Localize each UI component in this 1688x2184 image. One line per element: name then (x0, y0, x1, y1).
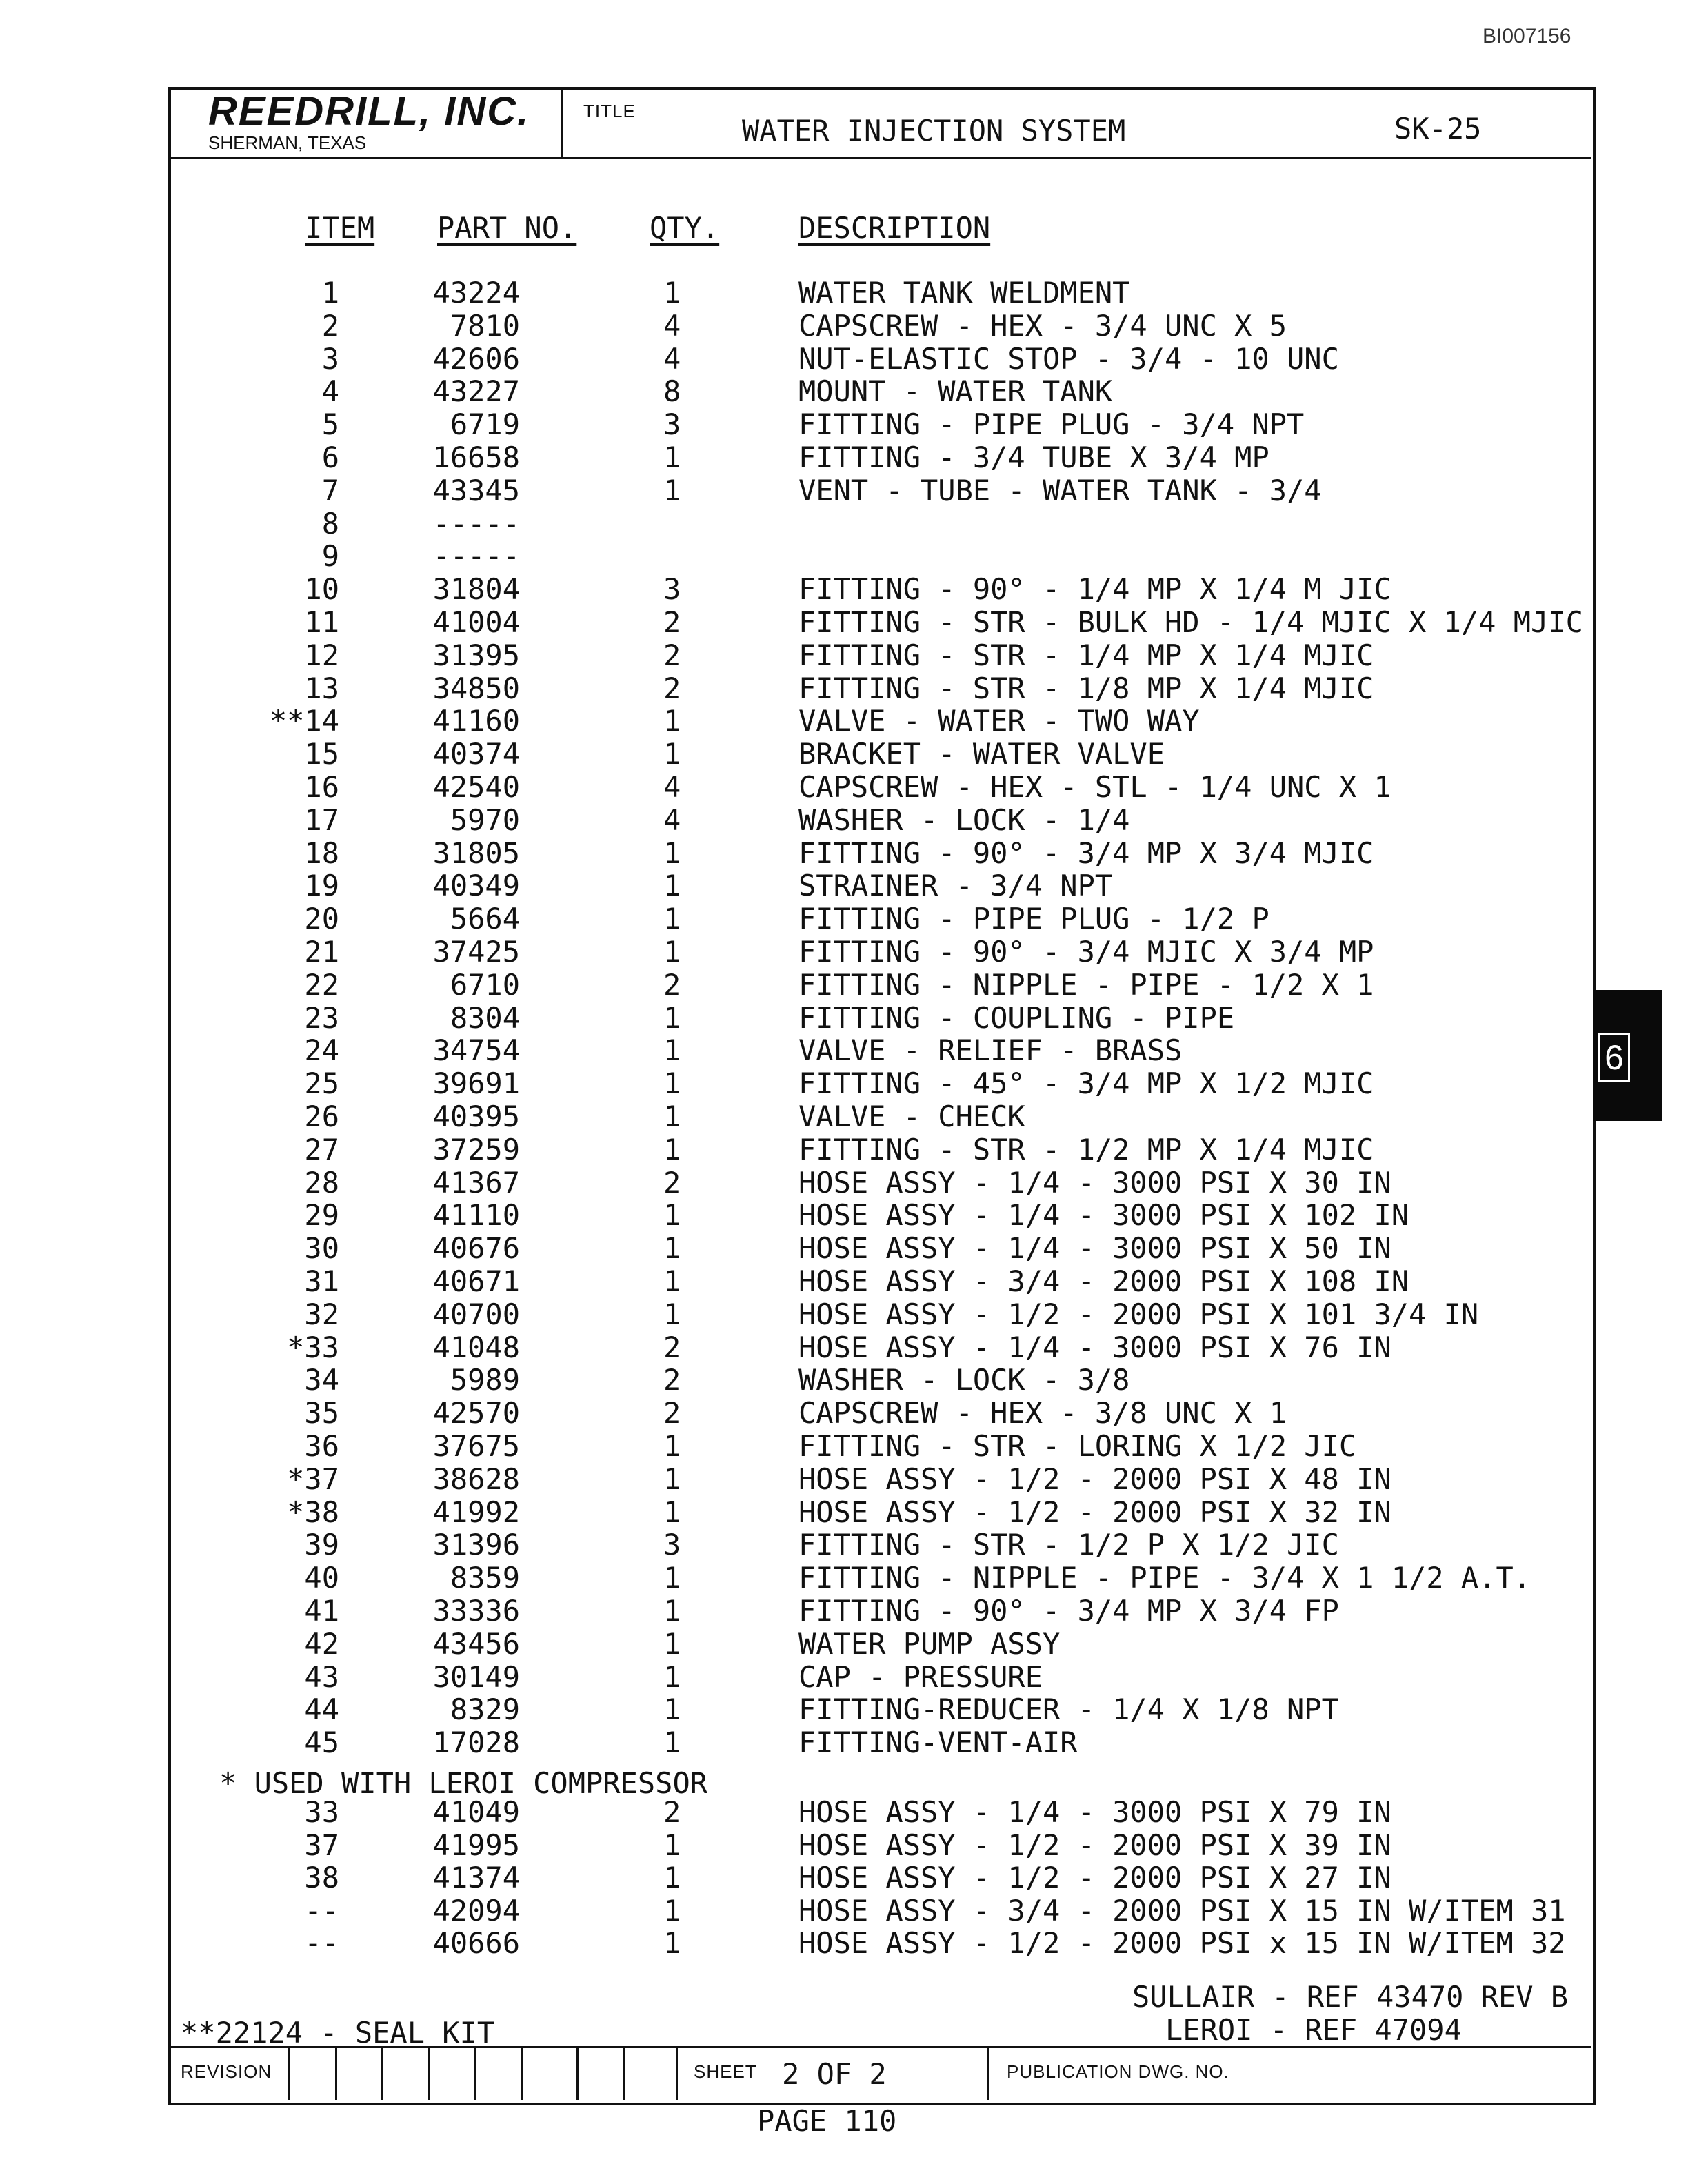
description-cell: HOSE ASSY - 1/4 - 3000 PSI X 76 IN (798, 1330, 1391, 1364)
item-cell: 35 (304, 1396, 339, 1430)
qty-cell: 1 (663, 1100, 681, 1133)
item-cell: 19 (304, 869, 339, 903)
sheet-cell-border (676, 2046, 678, 2100)
description-cell: FITTING - PIPE PLUG - 1/2 P (798, 902, 1269, 936)
qty-cell: 1 (663, 1132, 681, 1166)
table-row (0, 1133, 1688, 1166)
qty-cell: 1 (663, 836, 681, 870)
item-cell: 33 (304, 1795, 339, 1829)
description-cell: HOSE ASSY - 1/2 - 2000 PSI x 15 IN W/ITEM 32 (798, 1926, 1566, 1960)
qty-cell: 1 (663, 1828, 681, 1862)
item-cell: 11 (304, 605, 339, 639)
document-id: BI007156 (1483, 25, 1571, 48)
part-no-cell: 30149 (432, 1659, 520, 1694)
description-cell: FITTING - STR - LORING X 1/2 JIC (798, 1429, 1357, 1463)
item-cell: 13 (304, 671, 339, 705)
revision-label: REVISION (181, 2061, 272, 2082)
table-row (0, 638, 1688, 671)
description-cell: FITTING - 3/4 TUBE X 3/4 MP (798, 441, 1269, 474)
table-row (0, 1795, 1688, 1828)
qty-cell: 1 (663, 1561, 681, 1595)
qty-cell: 4 (663, 341, 681, 376)
qty-cell: 1 (663, 1861, 681, 1894)
qty-cell: 4 (663, 770, 681, 804)
part-no-cell: 41374 (432, 1861, 520, 1894)
part-no-cell: 31804 (432, 572, 520, 607)
item-cell: 31 (304, 1264, 339, 1298)
qty-cell: 2 (663, 1330, 681, 1364)
item-cell: 23 (304, 1000, 339, 1035)
table-row (0, 902, 1688, 935)
item-cell: 21 (304, 935, 339, 969)
revision-cell (576, 2046, 579, 2100)
item-cell: 17 (304, 802, 339, 837)
part-no-cell: 40676 (432, 1231, 520, 1266)
item-cell: -- (304, 1926, 339, 1960)
part-no-cell: 8329 (450, 1692, 520, 1727)
description-cell: WASHER - LOCK - 1/4 (798, 802, 1130, 837)
table-row (0, 309, 1688, 342)
part-no-cell: 40395 (432, 1100, 520, 1133)
part-no-cell: 43227 (432, 374, 520, 409)
header-description: DESCRIPTION (798, 211, 991, 245)
description-cell: FITTING - 90° - 1/4 MP X 1/4 M JIC (798, 572, 1391, 607)
description-cell: FITTING - NIPPLE - PIPE - 3/4 X 1 1/2 A.T. (798, 1561, 1531, 1595)
part-no-cell: 42606 (432, 341, 520, 376)
item-cell: **14 (269, 704, 339, 738)
item-cell: 22 (304, 967, 339, 1002)
part-no-cell: 40700 (432, 1297, 520, 1331)
description-cell: CAP - PRESSURE (798, 1659, 1043, 1694)
part-no-cell: 34850 (432, 671, 520, 705)
item-cell: 8 (321, 506, 339, 540)
table-row (0, 1198, 1688, 1231)
part-no-cell: 7810 (450, 308, 520, 343)
table-row (0, 770, 1688, 803)
item-cell: 12 (304, 638, 339, 672)
part-no-cell: 16658 (432, 441, 520, 474)
table-row (0, 1066, 1688, 1100)
table-row (0, 507, 1688, 540)
title-block-separator (561, 88, 563, 157)
item-cell: 32 (304, 1297, 339, 1331)
table-row (0, 1495, 1688, 1528)
revision-cell (288, 2046, 290, 2100)
item-cell: 9 (321, 539, 339, 574)
item-cell: 2 (321, 308, 339, 343)
table-row (0, 1726, 1688, 1759)
qty-cell: 1 (663, 1264, 681, 1298)
sheet-value: 2 OF 2 (782, 2057, 887, 2091)
description-cell: HOSE ASSY - 1/2 - 2000 PSI X 32 IN (798, 1495, 1391, 1529)
table-row (0, 1828, 1688, 1861)
description-cell: WATER PUMP ASSY (798, 1626, 1061, 1661)
qty-cell: 3 (663, 1528, 681, 1562)
description-cell: FITTING - COUPLING - PIPE (798, 1000, 1235, 1035)
table-row (0, 1528, 1688, 1561)
qty-cell: 4 (663, 308, 681, 343)
part-no-cell: 39691 (432, 1066, 520, 1101)
part-no-cell: 41048 (432, 1330, 520, 1364)
item-cell: 40 (304, 1561, 339, 1595)
item-cell: 5 (321, 407, 339, 442)
description-cell: HOSE ASSY - 1/4 - 3000 PSI X 30 IN (798, 1165, 1391, 1200)
revision-cell (381, 2046, 383, 2100)
part-no-cell: 5989 (450, 1363, 520, 1397)
description-cell: STRAINER - 3/4 NPT (798, 869, 1113, 903)
part-no-cell: ----- (432, 506, 520, 540)
table-row (0, 1363, 1688, 1396)
description-cell: FITTING-VENT-AIR (798, 1726, 1078, 1760)
qty-cell: 3 (663, 572, 681, 607)
table-row (0, 1926, 1688, 1959)
description-cell: HOSE ASSY - 1/4 - 3000 PSI X 102 IN (798, 1198, 1409, 1233)
part-no-cell: 41110 (432, 1198, 520, 1233)
description-cell: HOSE ASSY - 1/2 - 2000 PSI X 39 IN (798, 1828, 1391, 1862)
part-no-cell: 31395 (432, 638, 520, 672)
part-no-cell: 40349 (432, 869, 520, 903)
table-row (0, 441, 1688, 474)
qty-cell: 2 (663, 671, 681, 705)
revision-cell (623, 2046, 625, 2100)
qty-cell: 2 (663, 1795, 681, 1829)
qty-cell: 1 (663, 1066, 681, 1101)
item-cell: 6 (321, 441, 339, 474)
item-cell: 7 (321, 473, 339, 507)
table-row (0, 1001, 1688, 1034)
sheet-code: SK-25 (1394, 112, 1482, 145)
description-cell: FITTING - STR - 1/4 MP X 1/4 MJIC (798, 638, 1374, 672)
qty-cell: 8 (663, 374, 681, 409)
table-row (0, 605, 1688, 638)
part-no-cell: 6719 (450, 407, 520, 442)
description-cell: FITTING-REDUCER - 1/4 X 1/8 NPT (798, 1692, 1339, 1727)
qty-cell: 1 (663, 1495, 681, 1529)
item-cell: *37 (287, 1462, 339, 1496)
description-cell: HOSE ASSY - 1/2 - 2000 PSI X 48 IN (798, 1462, 1391, 1496)
description-cell: FITTING - STR - 1/8 MP X 1/4 MJIC (798, 671, 1374, 705)
description-cell: HOSE ASSY - 1/2 - 2000 PSI X 27 IN (798, 1861, 1391, 1894)
qty-cell: 1 (663, 441, 681, 474)
description-cell: VALVE - WATER - TWO WAY (798, 704, 1200, 738)
description-cell: BRACKET - WATER VALVE (798, 737, 1165, 771)
qty-cell: 1 (663, 1000, 681, 1035)
revision-cell (521, 2046, 523, 2100)
description-cell: HOSE ASSY - 1/4 - 3000 PSI X 50 IN (798, 1231, 1391, 1266)
item-cell: 45 (304, 1726, 339, 1760)
qty-cell: 2 (663, 967, 681, 1002)
qty-cell: 1 (663, 737, 681, 771)
part-no-cell: 41004 (432, 605, 520, 639)
part-no-cell: 42570 (432, 1396, 520, 1430)
part-no-cell: 41992 (432, 1495, 520, 1529)
qty-cell: 2 (663, 1363, 681, 1397)
header-qty: QTY. (650, 211, 720, 245)
item-cell: 39 (304, 1528, 339, 1562)
part-no-cell: 41995 (432, 1828, 520, 1862)
description-cell: NUT-ELASTIC STOP - 3/4 - 10 UNC (798, 341, 1339, 376)
description-cell: FITTING - STR - 1/2 P X 1/2 JIC (798, 1528, 1339, 1562)
publication-cell-border (987, 2046, 989, 2100)
table-row (0, 803, 1688, 836)
table-row (0, 1231, 1688, 1264)
item-cell: *33 (287, 1330, 339, 1364)
description-cell: WATER TANK WELDMENT (798, 276, 1130, 310)
page-number: PAGE 110 (757, 2104, 897, 2138)
sheet-label: SHEET (694, 2061, 757, 2082)
table-row (0, 1660, 1688, 1693)
description-cell: VENT - TUBE - WATER TANK - 3/4 (798, 473, 1322, 507)
table-row (0, 1429, 1688, 1462)
part-no-cell: 8359 (450, 1561, 520, 1595)
description-cell: FITTING - PIPE PLUG - 3/4 NPT (798, 407, 1305, 442)
description-cell: HOSE ASSY - 3/4 - 2000 PSI X 15 IN W/ITEM 31 (798, 1893, 1566, 1928)
header-part-no: PART NO. (437, 211, 577, 245)
item-cell: 27 (304, 1132, 339, 1166)
qty-cell: 2 (663, 605, 681, 639)
qty-cell: 1 (663, 1429, 681, 1463)
qty-cell: 1 (663, 1692, 681, 1727)
description-cell: FITTING - STR - 1/2 MP X 1/4 MJIC (798, 1132, 1374, 1166)
part-no-cell: 5664 (450, 902, 520, 936)
item-cell: *38 (287, 1495, 339, 1529)
section-tab-number: 6 (1598, 1033, 1630, 1082)
publication-label: PUBLICATION DWG. NO. (1007, 2061, 1229, 2082)
table-row (0, 1396, 1688, 1429)
qty-cell: 4 (663, 802, 681, 837)
table-row (0, 407, 1688, 441)
part-no-cell: 41160 (432, 704, 520, 738)
part-no-cell: 6710 (450, 967, 520, 1002)
qty-cell: 1 (663, 1594, 681, 1628)
item-cell: 38 (304, 1861, 339, 1894)
company-location: SHERMAN, TEXAS (208, 132, 367, 153)
part-no-cell: 43345 (432, 473, 520, 507)
sullair-reference: SULLAIR - REF 43470 REV B (1132, 1980, 1569, 2014)
item-cell: 10 (304, 572, 339, 607)
title-block-divider (168, 157, 1591, 159)
item-cell: 41 (304, 1594, 339, 1628)
part-no-cell: 37425 (432, 935, 520, 969)
drawing-title: WATER INJECTION SYSTEM (742, 114, 1126, 148)
table-row (0, 1033, 1688, 1066)
description-cell: FITTING - 45° - 3/4 MP X 1/2 MJIC (798, 1066, 1374, 1101)
item-cell: 24 (304, 1033, 339, 1068)
description-cell: MOUNT - WATER TANK (798, 374, 1113, 409)
qty-cell: 1 (663, 1659, 681, 1694)
company-name: REEDRILL, INC. (208, 89, 530, 134)
qty-cell: 1 (663, 1231, 681, 1266)
item-cell: 37 (304, 1828, 339, 1862)
part-no-cell: 42094 (432, 1893, 520, 1928)
table-row (0, 671, 1688, 705)
item-cell: 1 (321, 276, 339, 310)
item-cell: 15 (304, 737, 339, 771)
qty-cell: 1 (663, 1893, 681, 1928)
qty-cell: 2 (663, 1396, 681, 1430)
item-cell: 20 (304, 902, 339, 936)
part-no-cell: 33336 (432, 1594, 520, 1628)
table-row (0, 1627, 1688, 1660)
table-row (0, 1462, 1688, 1495)
item-cell: 26 (304, 1100, 339, 1133)
table-row (0, 1297, 1688, 1331)
part-no-cell: 38628 (432, 1462, 520, 1496)
item-cell: 4 (321, 374, 339, 409)
description-cell: HOSE ASSY - 1/4 - 3000 PSI X 79 IN (798, 1795, 1391, 1829)
table-row (0, 968, 1688, 1001)
part-no-cell: 41049 (432, 1795, 520, 1829)
part-no-cell: 41367 (432, 1165, 520, 1200)
qty-cell: 3 (663, 407, 681, 442)
part-no-cell: ----- (432, 539, 520, 574)
part-no-cell: 40374 (432, 737, 520, 771)
revision-cell (335, 2046, 337, 2100)
item-cell: 36 (304, 1429, 339, 1463)
description-cell: VALVE - CHECK (798, 1100, 1025, 1133)
table-row (0, 1861, 1688, 1894)
part-no-cell: 37259 (432, 1132, 520, 1166)
revision-cell (474, 2046, 476, 2100)
item-cell: 16 (304, 770, 339, 804)
description-cell: FITTING - STR - BULK HD - 1/4 MJIC X 1/4 MJIC (798, 605, 1583, 639)
qty-cell: 1 (663, 473, 681, 507)
item-cell: -- (304, 1893, 339, 1928)
table-row (0, 1100, 1688, 1133)
description-cell: FITTING - NIPPLE - PIPE - 1/2 X 1 (798, 967, 1374, 1002)
table-row (0, 539, 1688, 572)
table-row (0, 1166, 1688, 1199)
table-row (0, 935, 1688, 968)
item-cell: 18 (304, 836, 339, 870)
part-no-cell: 31396 (432, 1528, 520, 1562)
part-no-cell: 40666 (432, 1926, 520, 1960)
table-row (0, 1264, 1688, 1297)
header-item: ITEM (305, 211, 375, 245)
part-no-cell: 43456 (432, 1626, 520, 1661)
table-row (0, 1331, 1688, 1364)
qty-cell: 1 (663, 1297, 681, 1331)
part-no-cell: 34754 (432, 1033, 520, 1068)
item-cell: 3 (321, 341, 339, 376)
title-label: TITLE (583, 101, 636, 121)
item-cell: 25 (304, 1066, 339, 1101)
table-row (0, 1561, 1688, 1594)
seal-kit-note: **22124 - SEAL KIT (181, 2016, 495, 2050)
table-row (0, 1594, 1688, 1627)
qty-cell: 1 (663, 1198, 681, 1233)
table-row (0, 572, 1688, 605)
description-cell: WASHER - LOCK - 3/8 (798, 1363, 1130, 1397)
qty-cell: 2 (663, 638, 681, 672)
revision-cell (428, 2046, 430, 2100)
qty-cell: 1 (663, 1626, 681, 1661)
description-cell: CAPSCREW - HEX - 3/4 UNC X 5 (798, 308, 1287, 343)
description-cell: FITTING - 90° - 3/4 MP X 3/4 FP (798, 1594, 1339, 1628)
table-row (0, 276, 1688, 309)
leroi-reference: LEROI - REF 47094 (1165, 2013, 1462, 2047)
description-cell: FITTING - 90° - 3/4 MP X 3/4 MJIC (798, 836, 1374, 870)
qty-cell: 1 (663, 1462, 681, 1496)
part-no-cell: 17028 (432, 1726, 520, 1760)
part-no-cell: 5970 (450, 802, 520, 837)
table-row (0, 737, 1688, 770)
qty-cell: 1 (663, 704, 681, 738)
part-no-cell: 8304 (450, 1000, 520, 1035)
description-cell: HOSE ASSY - 3/4 - 2000 PSI X 108 IN (798, 1264, 1409, 1298)
item-cell: 42 (304, 1626, 339, 1661)
table-row (0, 342, 1688, 375)
qty-cell: 1 (663, 902, 681, 936)
table-row (0, 1894, 1688, 1927)
qty-cell: 1 (663, 935, 681, 969)
description-cell: CAPSCREW - HEX - STL - 1/4 UNC X 1 (798, 770, 1391, 804)
description-cell: CAPSCREW - HEX - 3/8 UNC X 1 (798, 1396, 1287, 1430)
table-row (0, 869, 1688, 902)
part-no-cell: 40671 (432, 1264, 520, 1298)
item-cell: 29 (304, 1198, 339, 1233)
part-no-cell: 42540 (432, 770, 520, 804)
qty-cell: 2 (663, 1165, 681, 1200)
table-row (0, 704, 1688, 737)
part-no-cell: 31805 (432, 836, 520, 870)
item-cell: 43 (304, 1659, 339, 1694)
qty-cell: 1 (663, 1726, 681, 1760)
qty-cell: 1 (663, 1033, 681, 1068)
table-row (0, 836, 1688, 869)
qty-cell: 1 (663, 869, 681, 903)
qty-cell: 1 (663, 276, 681, 310)
table-row (0, 1692, 1688, 1726)
item-cell: 44 (304, 1692, 339, 1727)
table-row (0, 474, 1688, 507)
item-cell: 34 (304, 1363, 339, 1397)
qty-cell: 1 (663, 1926, 681, 1960)
item-cell: 28 (304, 1165, 339, 1200)
table-row (0, 374, 1688, 407)
part-no-cell: 43224 (432, 276, 520, 310)
description-cell: VALVE - RELIEF - BRASS (798, 1033, 1183, 1068)
description-cell: FITTING - 90° - 3/4 MJIC X 3/4 MP (798, 935, 1374, 969)
description-cell: HOSE ASSY - 1/2 - 2000 PSI X 101 3/4 IN (798, 1297, 1479, 1331)
part-no-cell: 37675 (432, 1429, 520, 1463)
leroi-footnote: * USED WITH LEROI COMPRESSOR (219, 1766, 708, 1800)
item-cell: 30 (304, 1231, 339, 1266)
